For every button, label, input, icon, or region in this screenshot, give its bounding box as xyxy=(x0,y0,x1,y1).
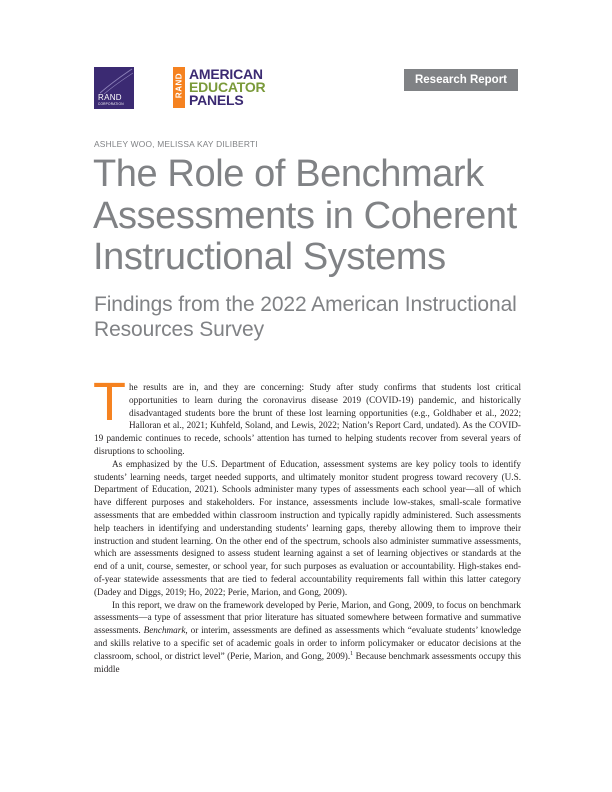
drop-cap: T xyxy=(93,372,126,432)
aep-rand-tag xyxy=(173,67,185,108)
body-paragraph-2: As emphasized by the U.S. Department of Education, assessment systems are key policy tools to identify students’ learning needs, target needed supports, and ultimately monitor student progress toward recovery (U.S. Department of Education, 2021). Schools administer many types of assessments each school year—all of which have different purposes and stakeholders. For instance, assessments include low-stakes, small-scale formative assessments that are embedded within classroom instruction and typically rapidly administered. Such assessments help teachers in identifying and understanding students’ learning gaps, thereby allowing them to improve their instruction and student learning. On the other end of the spectrum, schools also administer summative assessments, which are assessments designed to assess student learning against a set of learning objectives or standards at the end of a unit, course, semester, or school year, for such purposes as evaluation or accountability. High-stakes end-of-year statewide assessments that are tied to federal accountability requirements fall within this latter category (Dadey and Diggs, 2019; Ho, 2022; Perie, Marion, and Gong, 2009). xyxy=(94,458,521,597)
aep-rand-text: RAND xyxy=(174,72,184,99)
report-body xyxy=(93,372,521,675)
rand-swoosh-icon xyxy=(94,67,134,95)
body-paragraph-1 xyxy=(93,372,521,458)
body-paragraph-3-text-a: In this report, we draw on the framework developed by Perie, Marion, and Gong, 2009, to focus on benchmark assessments—a type of assessment that prior literature has situated somewhere between formative and summative assessments. xyxy=(94,599,521,636)
footnote-ref[interactable]: 1 xyxy=(350,650,354,657)
authors: ASHLEY WOO, MELISSA KAY DILIBERTI xyxy=(94,139,258,149)
aep-line-panels: PANELS xyxy=(189,92,244,108)
benchmark-term: Benchmark xyxy=(143,625,186,636)
rand-logo-name: RAND xyxy=(98,93,122,102)
body-paragraph-1-text: he results are in, and they are concerning: Study after study confirms that students lost critical opportunities to learn during the coronavirus disease 2019 (COVID-19) pandemic, and historically disadvantaged students bore the brunt of these lost learning opportunities (e.g., Goldhaber et al., 2022; Halloran et al., 2021; Kuhfeld, Soland, and Lewis, 2022; Nation’s Report Card, undated). As the COVID-19 pandemic continues to recede, schools’ attention has turned to helping students recover from several years of disruptions to schooling. xyxy=(94,382,521,456)
body-paragraph-3 xyxy=(94,599,521,676)
body-paragraph-3-text-b: , or interim, assessments are defined as assessments which “evaluate students’ knowledge and skills relative to a specific set of academic goals in order to inform policymaker or educator decisions at the classroom, school, or district level” (Perie, Marion, and Gong, 2009). xyxy=(94,625,521,661)
report-subtitle: Findings from the 2022 American Instructional Resources Survey xyxy=(94,293,517,341)
aep-line-american: AMERICAN xyxy=(189,66,263,82)
rand-logo-sub: CORPORATION xyxy=(98,102,124,106)
american-educator-panels-logo xyxy=(173,67,293,109)
report-title: The Role of Benchmark Assessments in Coherent Instructional Systems xyxy=(93,153,517,278)
body-paragraph-3-text-c: Because benchmark assessments occupy this middle xyxy=(94,650,521,674)
aep-line-educator: EDUCATOR xyxy=(189,79,266,95)
report-type-badge: Research Report xyxy=(404,69,518,91)
rand-logo xyxy=(94,67,134,109)
